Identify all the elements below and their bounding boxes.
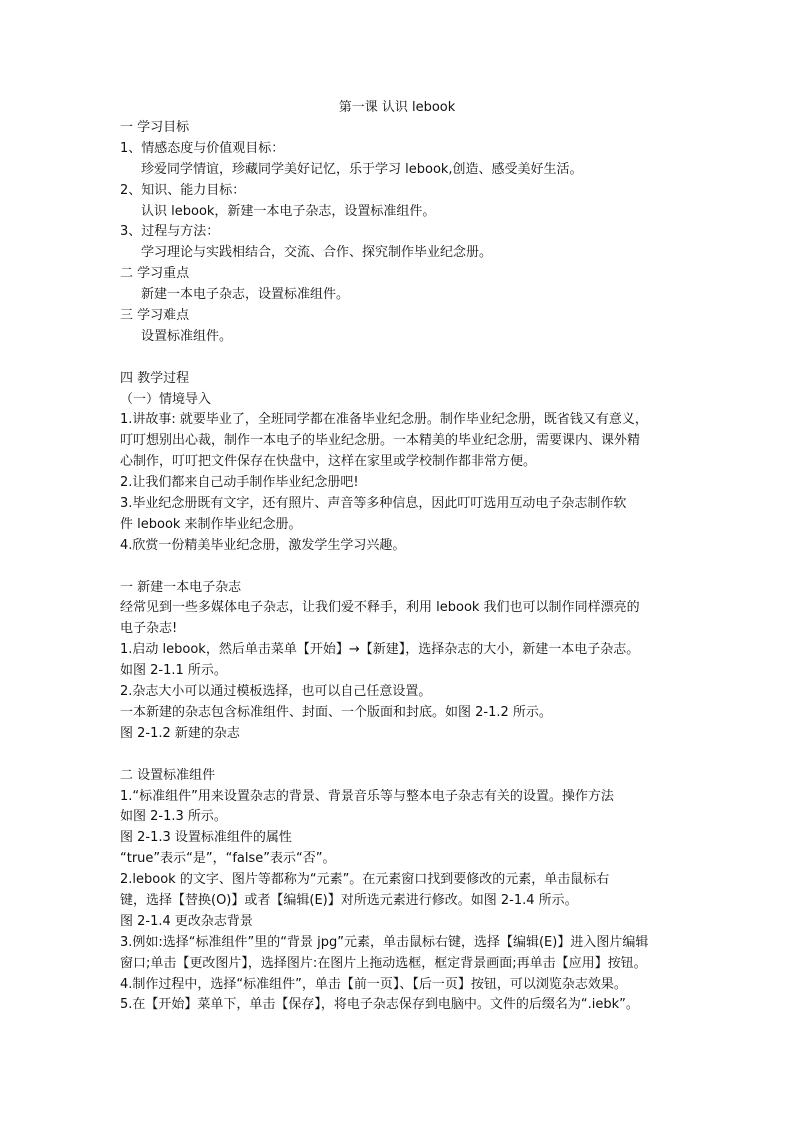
text-line: 2.lebook 的文字、图片等都称为“元素”。在元素窗口找到要修改的元素，单击鼠标右 (120, 872, 610, 888)
text-line: 一本新建的杂志包含标准组件、封面、一个版面和封底。如图 2-1.2 所示。 (120, 704, 552, 720)
text-line: 1.讲故事: 就要毕业了，全班同学都在准备毕业纪念册。制作毕业纪念册，既省钱又有意义， (120, 412, 648, 428)
text-line: 设置标准组件。 (141, 328, 233, 344)
blank-line (120, 557, 680, 578)
text-line: 图 2-1.2 新建的杂志 (120, 725, 240, 741)
text-line: 2、知识、能力目标： (120, 182, 246, 198)
text-line: 键，选择【替换(O)】或者【编辑(E)】对所选元素进行修改。如图 2-1.4 所示。 (120, 892, 578, 908)
text-line: 1.“标准组件”用来设置杂志的背景、背景音乐等与整本电子杂志有关的设置。操作方法 (120, 788, 614, 804)
text-line: 3、过程与方法： (120, 224, 220, 240)
text-line: 珍爱同学情谊，珍藏同学美好记忆，乐于学习 lebook,创造、感受美好生活。 (141, 161, 583, 177)
text-line: 三 学习难点 (120, 308, 190, 324)
text-line: 一 学习目标 (120, 120, 190, 135)
text-line: 2.让我们都来自己动手制作毕业纪念册吧! (120, 475, 359, 491)
text-line: 认识 lebook，新建一本电子杂志，设置标准组件。 (141, 203, 436, 219)
text-line: 3.毕业纪念册既有文字，还有照片、声音等多种信息，因此叮叮选用互动电子杂志制作软 (120, 496, 627, 512)
text-line: 4.制作过程中，选择“标准组件”，单击【前一页】、【后一页】按钮，可以浏览杂志效果。 (120, 976, 627, 992)
text-line: 5.在【开始】菜单下，单击【保存】，将电子杂志保存到电脑中。文件的后缀名为“.iebk”。 (120, 997, 639, 1013)
blank-line (120, 348, 680, 369)
text-line: 图 2-1.3 设置标准组件的属性 (120, 830, 292, 846)
text-line: 1.启动 lebook，然后单击菜单【开始】→【新建】，选择杂志的大小，新建一本电子杂志。 (120, 642, 640, 658)
text-line: 二 设置标准组件 (120, 767, 216, 783)
text-line: 叮叮想别出心裁，制作一本电子的毕业纪念册。一本精美的毕业纪念册，需要课内、课外精 (120, 433, 641, 449)
text-line: 4.欣赏一份精美毕业纪念册，激发学生学习兴趣。 (120, 537, 406, 553)
text-line: 四 教学过程 (120, 370, 190, 386)
text-line: 如图 2-1.1 所示。 (120, 663, 227, 679)
page-title: 第一课 认识 lebook (338, 100, 456, 115)
text-line: 一 新建一本电子杂志 (120, 579, 242, 595)
text-line: （一）情境导入 (120, 391, 212, 407)
text-line: 学习理论与实践相结合，交流、合作、探究制作毕业纪念册。 (141, 245, 493, 261)
blank-line (120, 745, 680, 766)
text-line: 如图 2-1.3 所示。 (120, 809, 227, 825)
text-line: 电子杂志! (120, 621, 178, 637)
text-line: 2.杂志大小可以通过模板选择，也可以自己任意设置。 (120, 684, 432, 700)
text-line: 图 2-1.4 更改杂志背景 (120, 913, 253, 929)
text-line: 1、情感态度与价值观目标： (120, 140, 285, 156)
text-line: 3.例如:选择“标准组件”里的“背景 jpg”元素，单击鼠标右键，选择【编辑(E)】进入图片编辑 (120, 934, 649, 950)
document-body (120, 118, 680, 1016)
text-line: 件 lebook 来制作毕业纪念册。 (120, 516, 302, 532)
text-line: 经常见到一些多媒体电子杂志，让我们爱不释手，利用 lebook 我们也可以制作同样漂亮的 (120, 600, 640, 616)
text-line: 新建一本电子杂志，设置标准组件。 (141, 287, 350, 303)
text-line: 窗口;单击【更改图片】，选择图片:在图片上拖动选框，框定背景画面;再单击【应用】按钮。 (120, 955, 647, 971)
text-line: 二 学习重点 (120, 266, 190, 282)
text-line: 心制作，叮叮把文件保存在快盘中，这样在家里或学校制作都非常方便。 (120, 454, 537, 470)
text-line: “true”表示“是”，“false”表示“否”。 (120, 851, 336, 867)
